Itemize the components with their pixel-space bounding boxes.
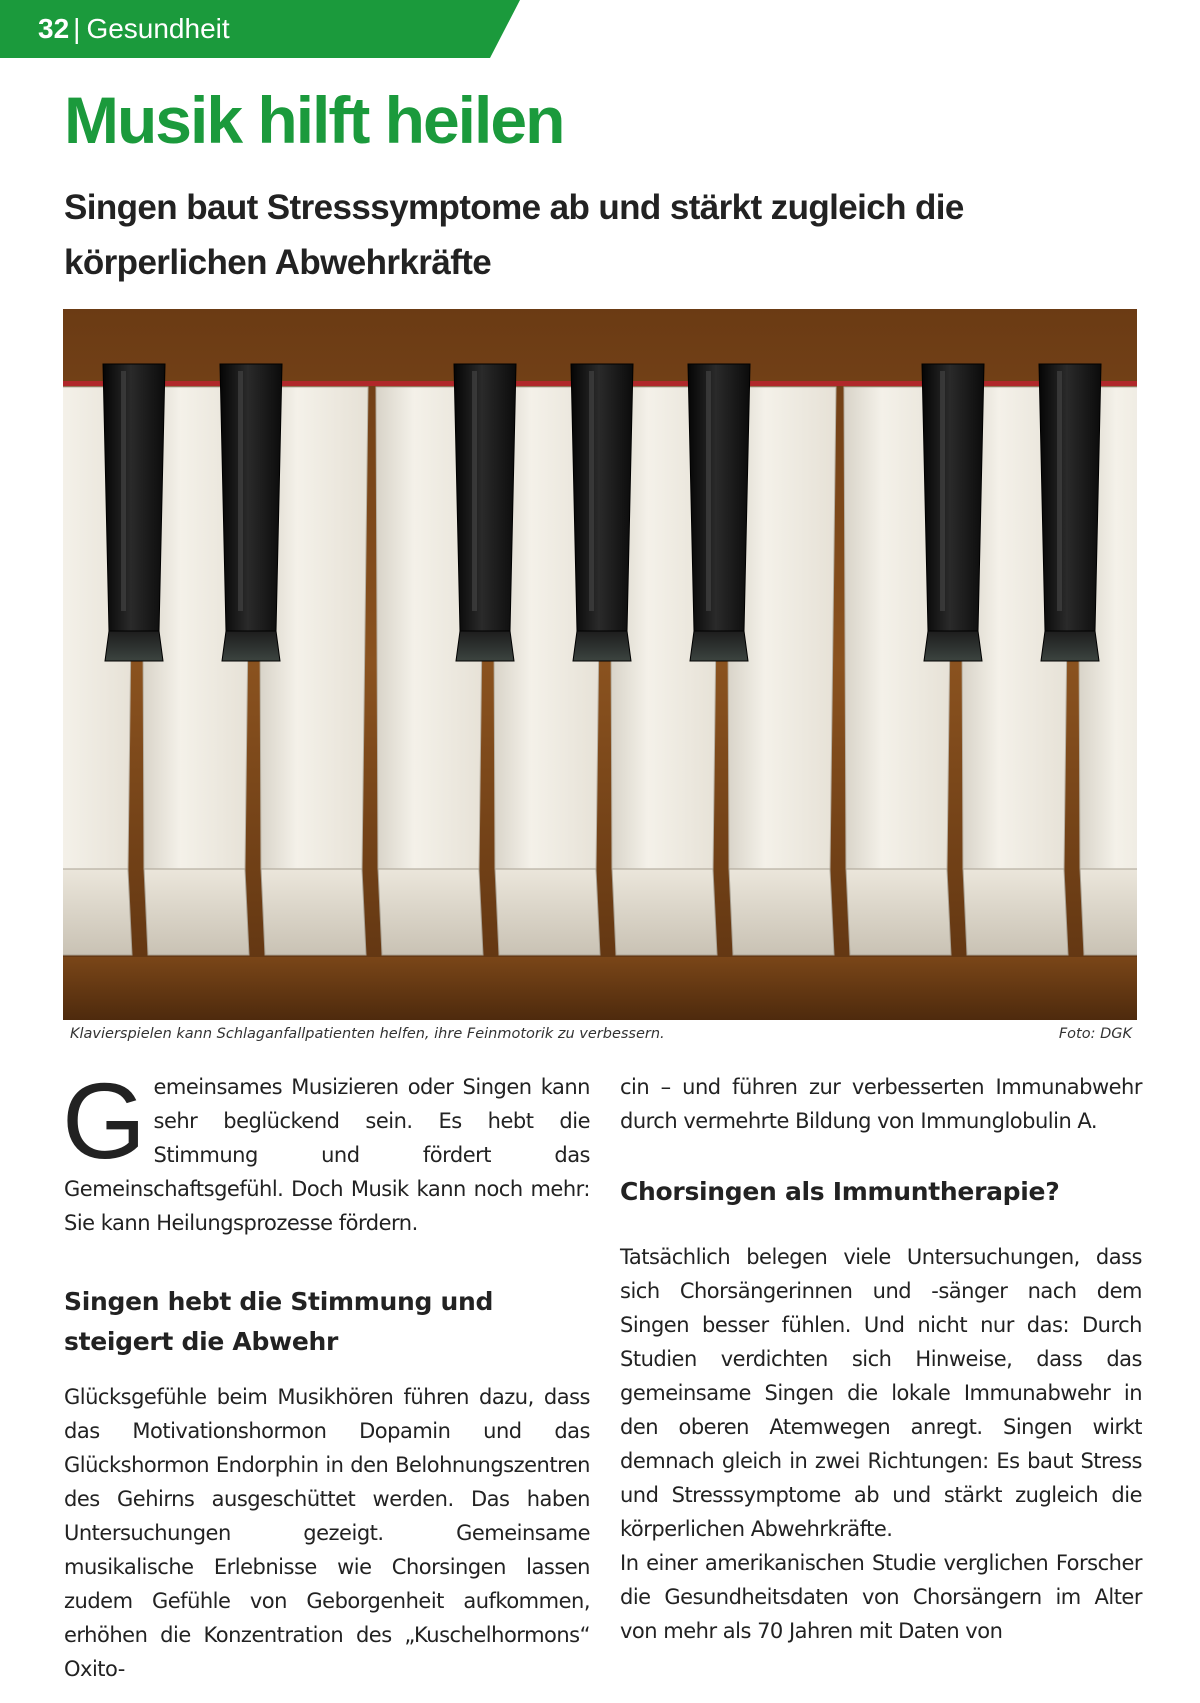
piano-white-key-front xyxy=(612,869,717,955)
piano-white-key-front xyxy=(1080,869,1137,955)
piano-black-key-highlight xyxy=(1057,371,1062,611)
piano-wood-rail xyxy=(63,957,1137,1020)
section1-body: Glücksgefühle beim Musikhören führen dazu, dass das Motivationshormon Dopamin und das Glückshormon Endorphin in den Belohnungszentren des Gehirns ausgeschüttet werden. Das haben Untersuchungen gezeigt. Gemeinsame musikalische Erlebnisse wie Chorsingen lassen zudem Gefühle von Geborgenheit aufkommen, erhöhen die Konzentration des „Kuschelhormons“ Oxito- xyxy=(64,1385,590,1681)
piano-black-key-highlight xyxy=(472,371,477,611)
intro-text: emeinsames Musizieren oder Singen kann sehr beglückend sein. Es hebt die Stimmung und fördert das Gemeinschaftsgefühl. Doch Musik kann noch mehr: Sie kann Heilungsprozesse fördern. xyxy=(64,1075,590,1235)
piano-white-key-front xyxy=(144,869,249,955)
piano-black-key-highlight xyxy=(238,371,243,611)
section2-heading: Chorsingen als Immuntherapie? xyxy=(620,1177,1060,1206)
piano-white-key-front xyxy=(729,869,834,955)
piano-black-key xyxy=(103,364,165,631)
header-separator: | xyxy=(73,13,81,44)
piano-black-key xyxy=(688,364,750,631)
section-name: Gesundheit xyxy=(86,13,230,44)
page-header xyxy=(38,12,230,46)
piano-black-key xyxy=(1039,364,1101,631)
intro-paragraph xyxy=(62,1060,590,1240)
piano-black-key xyxy=(571,364,633,631)
piano-white-key-front xyxy=(846,869,951,955)
drop-cap: G xyxy=(62,1060,146,1181)
page-number: 32 xyxy=(38,13,70,44)
piano-white-key-front xyxy=(378,869,483,955)
piano-white-key-front xyxy=(495,869,600,955)
piano-black-key xyxy=(454,364,516,631)
continuation-paragraph: cin – und führen zur verbesserten Immunabwehr durch vermehrte Bildung von Immunglobulin A. xyxy=(620,1075,1142,1133)
column-left xyxy=(62,1060,590,1686)
piano-keys-photo xyxy=(63,309,1137,1020)
piano-black-key-tip xyxy=(690,631,748,661)
piano-black-key-tip xyxy=(924,631,982,661)
piano-white-key-front xyxy=(63,869,132,955)
column-right xyxy=(620,1070,1142,1648)
section1-heading: Singen hebt die Stimmung und steigert die Abwehr xyxy=(64,1287,494,1356)
section2-body-2: In einer amerikanischen Studie verglichen Forscher die Gesundheitsdaten von Chorsängern im Alter von mehr als 70 Jahren mit Daten von xyxy=(620,1551,1142,1643)
piano-black-key xyxy=(220,364,282,631)
photo-caption: Klavierspielen kann Schlaganfallpatienten helfen, ihre Feinmotorik zu verbessern. xyxy=(70,1026,665,1042)
piano-black-key-highlight xyxy=(706,371,711,611)
piano-black-key-tip xyxy=(573,631,631,661)
piano-black-key-tip xyxy=(456,631,514,661)
piano-black-key-tip xyxy=(222,631,280,661)
photo-credit: Foto: DGK xyxy=(1058,1026,1132,1042)
piano-black-key-highlight xyxy=(589,371,594,611)
piano-black-key-tip xyxy=(1041,631,1099,661)
section2-body-1: Tatsächlich belegen viele Untersuchungen, dass sich Chorsängerinnen und -sänger nach dem Singen besser fühlen. Und nicht nur das: Durch Studien verdichten sich Hinweise, dass das gemeinsame Singen die lokale Immunabwehr in den oberen Atemwegen anregt. Singen wirkt demnach gleich in zwei Richtungen: Es baut Stress und Stresssymptome ab und stärkt zugleich die körperlichen Abwehrkräfte. xyxy=(620,1245,1142,1541)
piano-white-key-front xyxy=(261,869,366,955)
piano-black-key xyxy=(922,364,984,631)
piano-black-key-tip xyxy=(105,631,163,661)
piano-black-key-highlight xyxy=(940,371,945,611)
piano-white-key-front xyxy=(963,869,1068,955)
piano-black-key-highlight xyxy=(121,371,126,611)
article-title: Musik hilft heilen xyxy=(64,83,564,157)
article-subtitle: Singen baut Stresssymptome ab und stärkt zugleich die körperlichen Abwehrkräfte xyxy=(64,188,964,282)
